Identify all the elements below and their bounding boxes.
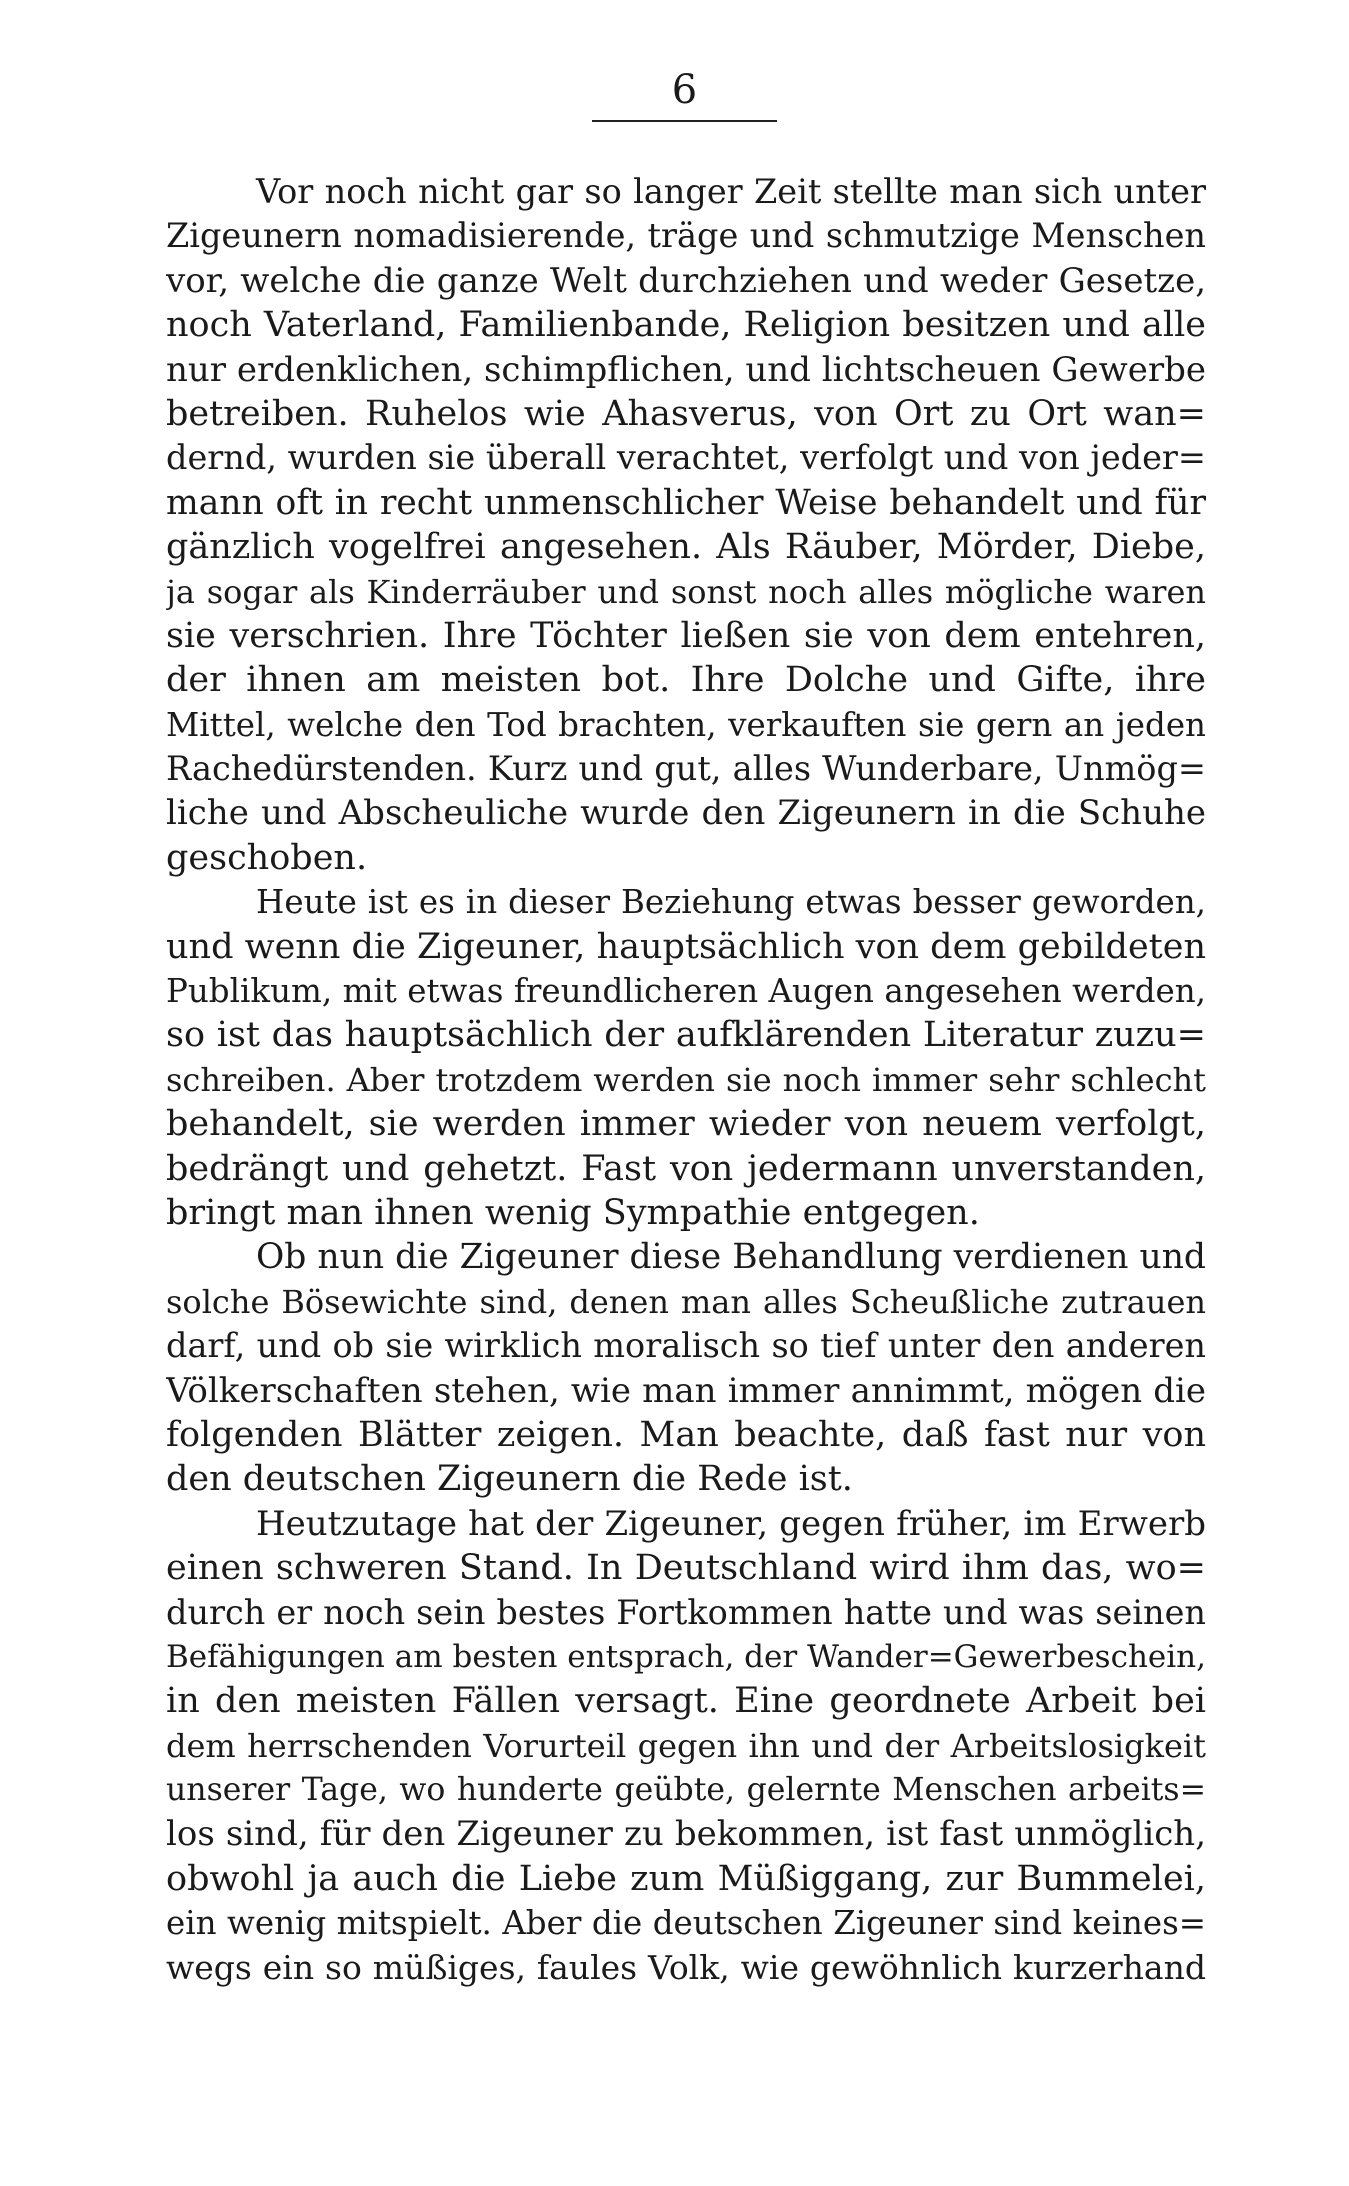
text-line: obwohl ja auch die Liebe zum Müßiggang, zur Bummelei, bbox=[166, 1858, 1206, 1899]
text-line: liche und Abscheuliche wurde den Zigeunern in die Schuhe bbox=[166, 793, 1206, 834]
text-line: betreiben. Ruhelos wie Ahasverus, von Ort zu Ort wan= bbox=[166, 393, 1206, 434]
page-number: 6 bbox=[592, 66, 777, 122]
text-line: bringt man ihnen wenig Sympathie entgegen. bbox=[166, 1192, 980, 1233]
text-line: solche Bösewichte sind, denen man alles Scheußliche zutrauen bbox=[166, 1282, 1206, 1321]
text-line: mann oft in recht unmenschlicher Weise behandelt und für bbox=[166, 482, 1206, 523]
text-line: noch Vaterland, Familienbande, Religion besitzen und alle bbox=[166, 305, 1206, 346]
text-line: geschoben. bbox=[166, 837, 368, 878]
text-line: durch er noch sein bestes Fortkommen hatte und was seinen bbox=[166, 1592, 1206, 1632]
body-text bbox=[166, 170, 1206, 1990]
text-line: bedrängt und gehetzt. Fast von jedermann unverstanden, bbox=[166, 1148, 1206, 1189]
text-line: Mittel, welche den Tod brachten, verkauften sie gern an jeden bbox=[166, 705, 1206, 744]
text-line: vor, welche die ganze Welt durchziehen und weder Gesetze, bbox=[166, 260, 1206, 301]
text-line: sie verschrien. Ihre Töchter ließen sie von dem entehren, bbox=[166, 615, 1206, 656]
text-line: den deutschen Zigeunern die Rede ist. bbox=[166, 1459, 853, 1500]
text-line: ein wenig mitspielt. Aber die deutschen Zigeuner sind keines= bbox=[166, 1904, 1206, 1943]
text-line: gänzlich vogelfrei angesehen. Als Räuber, Mörder, Diebe, bbox=[166, 527, 1206, 568]
text-line: Ob nun die Zigeuner diese Behandlung verdienen und bbox=[256, 1237, 1206, 1278]
text-line: so ist das hauptsächlich der aufklärenden Literatur zuzu= bbox=[166, 1015, 1206, 1056]
text-line: dernd, wurden sie überall verachtet, verfolgt und von jeder= bbox=[166, 438, 1206, 478]
text-line: Heute ist es in dieser Beziehung etwas besser geworden, bbox=[256, 883, 1206, 922]
text-line: Völkerschaften stehen, wie man immer annimmt, mögen die bbox=[166, 1370, 1206, 1411]
page-header bbox=[0, 66, 1349, 122]
text-line: einen schweren Stand. In Deutschland wird ihm das, wo= bbox=[166, 1548, 1206, 1589]
text-line: und wenn die Zigeuner, hauptsächlich von dem gebildeten bbox=[166, 926, 1206, 967]
text-line: Befähigungen am besten entsprach, der Wander=Gewerbeschein, bbox=[166, 1638, 1206, 1675]
text-line: Rachedürstenden. Kurz und gut, alles Wunderbare, Unmög= bbox=[166, 749, 1206, 789]
text-line: Zigeunern nomadisierende, träge und schmutzige Menschen bbox=[166, 216, 1206, 256]
text-line: Heutzutage hat der Zigeuner, gegen früher, im Erwerb bbox=[256, 1503, 1206, 1544]
text-line: dem herrschenden Vorurteil gegen ihn und der Arbeitslosigkeit bbox=[166, 1726, 1206, 1765]
text-line: Vor noch nicht gar so langer Zeit stellte man sich unter bbox=[256, 172, 1206, 211]
text-line: wegs ein so müßiges, faules Volk, wie gewöhnlich kurzerhand bbox=[166, 1947, 1206, 1987]
text-line: nur erdenklichen, schimpflichen, und lichtscheuen Gewerbe bbox=[166, 349, 1206, 390]
text-line: folgenden Blätter zeigen. Man beachte, daß fast nur von bbox=[166, 1414, 1206, 1455]
text-line: unserer Tage, wo hunderte geübte, gelernte Menschen arbeits= bbox=[166, 1772, 1206, 1809]
text-line: in den meisten Fällen versagt. Eine geordnete Arbeit bei bbox=[166, 1681, 1206, 1722]
text-line: der ihnen am meisten bot. Ihre Dolche und Gifte, ihre bbox=[166, 660, 1206, 701]
text-line: ja sogar als Kinderräuber und sonst noch alles mögliche waren bbox=[166, 572, 1206, 611]
text-line: darf, und ob sie wirklich moralisch so tief unter den anderen bbox=[166, 1326, 1206, 1366]
text-line: schreiben. Aber trotzdem werden sie noch immer sehr schlecht bbox=[166, 1060, 1206, 1099]
text-line: los sind, für den Zigeuner zu bekommen, ist fast unmöglich, bbox=[166, 1814, 1206, 1855]
text-line: behandelt, sie werden immer wieder von neuem verfolgt, bbox=[166, 1104, 1206, 1145]
text-line: Publikum, mit etwas freundlicheren Augen angesehen werden, bbox=[166, 972, 1206, 1011]
